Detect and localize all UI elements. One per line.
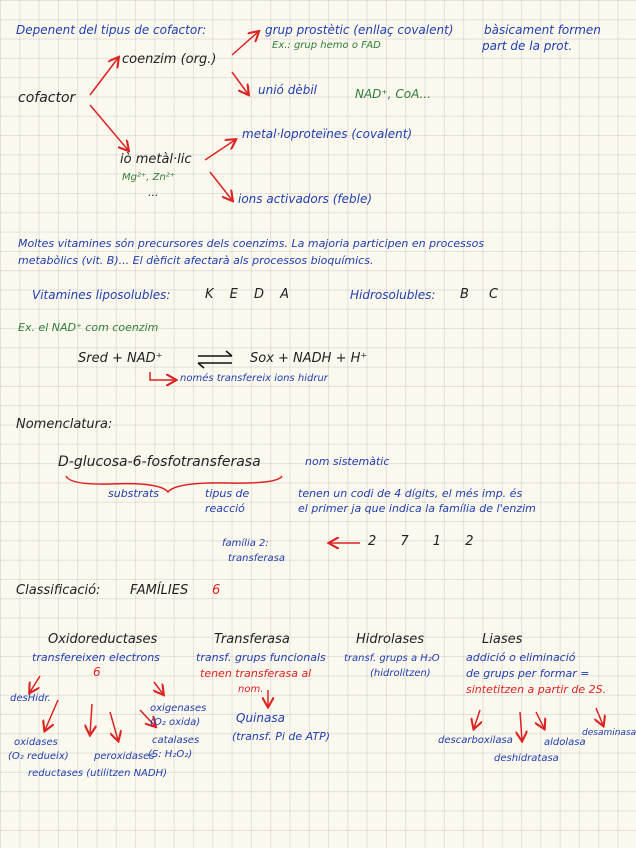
liposolubles-values: K E D A (205, 287, 296, 302)
ions-activadors: ions activadors (feble) (238, 192, 373, 206)
hidrolases-desc-line2: (hidrolitzen) (370, 668, 431, 679)
unio-debil: unió dèbil (258, 83, 317, 97)
arrow-aldolasa (536, 712, 544, 728)
aldolasa-label: aldolasa (544, 737, 586, 748)
peroxidases-label: peroxidases (94, 751, 155, 762)
metalloproteines: metal·loproteïnes (covalent) (242, 127, 413, 141)
equation-note: només transfereix ions hidrur (180, 373, 328, 384)
nad-coa: NAD⁺, CoA... (355, 87, 431, 101)
hidrolases-desc-line1: transf. grups a H₂O (344, 653, 440, 664)
liases-desc-line2: de grups per formar = (466, 667, 590, 680)
codi-numero: 2 7 1 2 (368, 534, 484, 549)
families-heading: FAMÍLIES (130, 583, 189, 598)
hidrolases-title: Hidrolases (356, 632, 425, 647)
oxidoreductases-title: Oxidoreductases (48, 632, 158, 647)
ions-ellipsis: ... (148, 186, 159, 199)
codi-text-line1: tenen un codi de 4 dígits, el més imp. és (298, 487, 523, 500)
familia-line1: família 2: (222, 538, 269, 549)
arrow-peroxidases (110, 712, 118, 740)
transferases-note-line1: tenen transferasa al (200, 667, 312, 680)
transferases-desc: transf. grups funcionals (196, 651, 326, 664)
descarboxilasa-label: descarboxilasa (438, 735, 513, 746)
hidrosolubles-values: B C (460, 287, 507, 302)
classificacio-heading: Classificació: (16, 583, 101, 598)
arrow-io-ions (210, 172, 232, 200)
codi-text-line2: el primer ja que indica la família de l'enzim (298, 502, 536, 515)
oxigenases-line1: oxigenases (150, 703, 207, 714)
quinasa-desc: (transf. Pi de ATP) (232, 730, 331, 743)
hidrosolubles-label: Hidrosolubles: (350, 288, 436, 302)
oxidases-line1: oxidases (14, 737, 58, 748)
grup-prostetic-example: Ex.: grup hemo o FAD (272, 40, 381, 51)
basicament-line2: part de la prot. (482, 39, 573, 53)
liposolubles-label: Vitamines liposolubles: (32, 288, 171, 302)
arrow-desaminasa (596, 708, 603, 725)
arrow-reductases (90, 704, 92, 734)
arrow-coenzim-unio (232, 72, 248, 94)
families-count: 6 (212, 583, 221, 598)
header-tipus-cofactor: Depenent del tipus de cofactor: (16, 23, 207, 37)
brace-nomenclatura (66, 476, 282, 492)
arrow-oxidases (45, 700, 58, 730)
oxidases-line2: (O₂ redueix) (8, 751, 69, 762)
reductases-label: reductases (utilitzen NADH) (28, 768, 168, 779)
oxigenases-line2: (O₂ oxida) (150, 717, 201, 728)
catalases-line1: catalases (152, 735, 200, 746)
ions-example: Mg²⁺, Zn²⁺ (122, 172, 176, 183)
nom-sistematic: nom sistemàtic (305, 455, 390, 468)
liases-title: Liases (482, 632, 523, 647)
arrow-io-metallo (205, 140, 235, 160)
ex-nad-coenzim: Ex. el NAD⁺ com coenzim (18, 321, 159, 334)
desaminasa-label: desaminasa (582, 728, 636, 738)
deshidratasa-label: deshidratasa (494, 753, 559, 764)
equation-left: Sred + NAD⁺ (78, 351, 163, 366)
grup-prostetic: grup prostètic (enllaç covalent) (265, 23, 454, 37)
cofactor-label: cofactor (18, 90, 76, 106)
substrats-label: substrats (108, 487, 160, 500)
oxidoreductases-count: 6 (93, 665, 101, 679)
basicament-line1: bàsicament formen (484, 23, 601, 37)
oxidoreductases-desc: transfereixen electrons (32, 651, 160, 664)
coenzim-label: coenzim (org.) (122, 52, 217, 67)
equilibrium-arrows (198, 351, 232, 368)
familia-line2: transferasa (228, 553, 285, 564)
catalases-line2: (S: H₂O₂) (148, 749, 193, 760)
vitamines-text-line1: Moltes vitamines són precursores dels coenzims. La majoria participen en processos (18, 237, 485, 250)
tipus-reaccio-line1: tipus de (205, 487, 250, 500)
io-metallic-label: iò metàl·lic (120, 152, 192, 167)
nomenclatura-heading: Nomenclatura: (16, 417, 113, 432)
arrow-cofactor-coenzim (90, 58, 118, 95)
arrow-cofactor-io (90, 105, 128, 150)
vitamines-text-line2: metabòlics (vit. B)... El dèficit afectarà als processos bioquímics. (18, 254, 374, 267)
arrow-deshidr (30, 676, 40, 692)
arrow-oxigenases (154, 682, 163, 694)
deshidr-label: desHidr. (10, 693, 51, 704)
arrow-deshidratasa (520, 712, 522, 740)
transferases-note-line2: nom. (238, 684, 264, 695)
enzim-name: D-glucosa-6-fosfotransferasa (58, 454, 261, 470)
tipus-reaccio-line2: reacció (205, 502, 245, 515)
equation-right: Sox + NADH + H⁺ (250, 351, 368, 366)
quinasa-label: Quinasa (236, 711, 285, 725)
arrow-eq-note (150, 372, 175, 380)
liases-desc-line1: addició o eliminació (466, 651, 576, 664)
arrow-coenzim-grup (232, 32, 258, 55)
arrow-descarb (474, 710, 480, 728)
liases-note: sintetitzen a partir de 2S. (466, 683, 607, 696)
transferases-title: Transferasa (214, 632, 290, 647)
